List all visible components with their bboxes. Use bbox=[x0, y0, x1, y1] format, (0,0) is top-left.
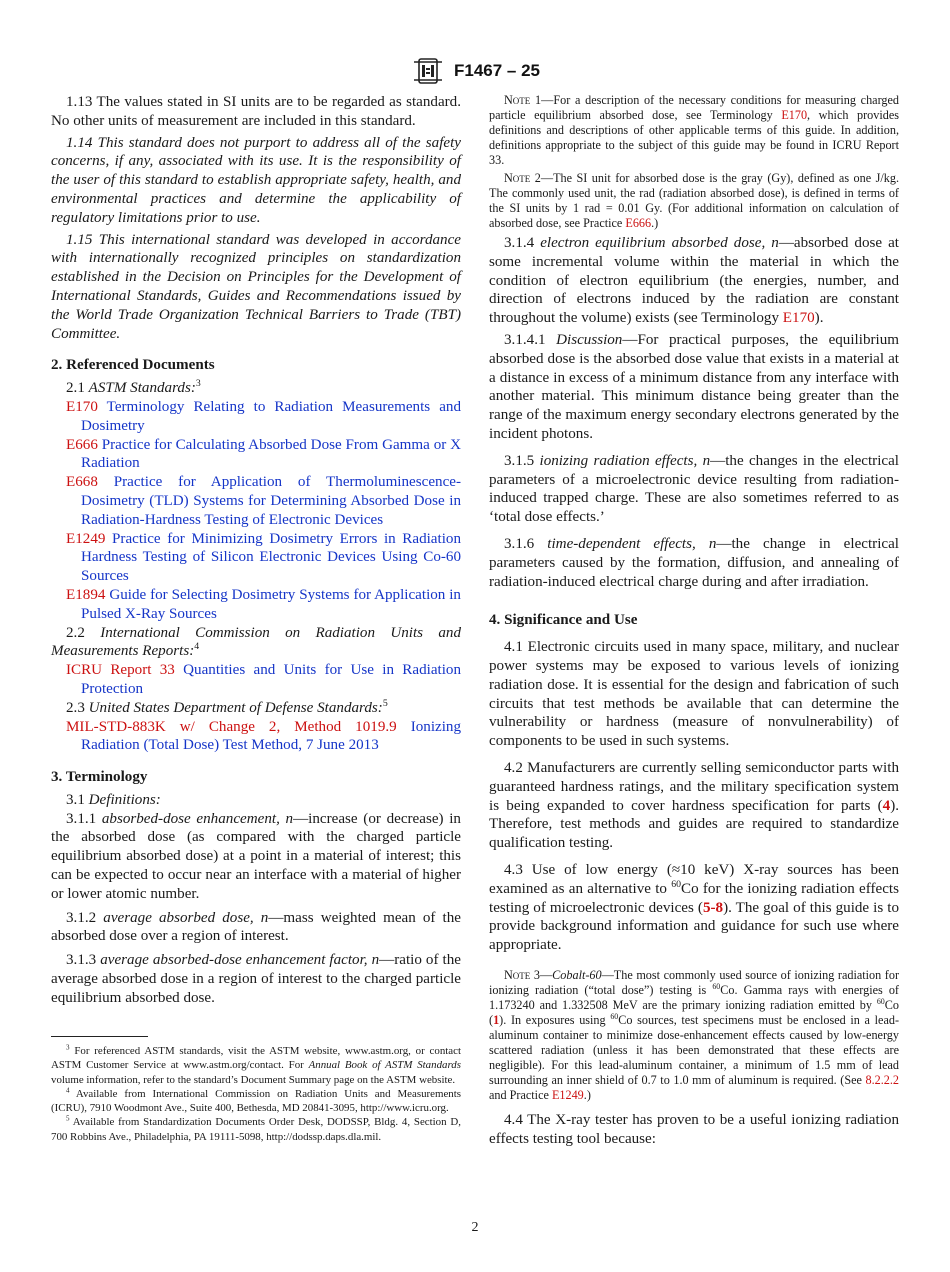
document-designation: F1467 – 25 bbox=[453, 61, 540, 80]
link-ref-1[interactable]: 1 bbox=[493, 1012, 500, 1027]
note-1: Note 1—For a description of the necessary conditions for measuring charged particle equilibrium absorbed dose, see Terminology E170, which provides definitions and descriptions of other applicable terms of this guide. In addition, definitions appropriate to the subject of this guide may be found in ICRU Report 33. bbox=[489, 93, 900, 167]
link-ref-5-8[interactable]: 5-8 bbox=[702, 899, 724, 916]
link-e170-terminology[interactable]: E170 bbox=[782, 310, 815, 327]
para-4-2: 4.2 Manufacturers are currently selling semiconductor parts with guaranteed hardness ratings, and the military specification system is being expanded to cover hardness specification for parts (4). Therefore, test methods and guides are required to standardize qualification testing. bbox=[489, 759, 899, 852]
para-1-13: 1.13 The values stated in SI units are to be regarded as standard. No other units of measurement are included in this standard. bbox=[51, 94, 461, 129]
para-4-4: 4.4 The X-ray tester has proven to be a useful ionizing radiation effects testing tool because: bbox=[489, 1111, 899, 1147]
page-number: 2 bbox=[471, 1220, 479, 1235]
para-3-1-1: 3.1.1 absorbed-dose enhancement, n—increase (or decrease) in the absorbed dose (as compared with the charged particle equilibrium absorbed dose) at a point in a material of interest; this can be expected to occur near an interface with a material of higher or lower atomic number. bbox=[51, 810, 461, 902]
para-3-1-6: 3.1.6 time-dependent effects, n—the change in electrical parameters caused by the formation, diffusion, and annealing of radiation-induced electrical charge during and after irradiation. bbox=[489, 535, 899, 590]
note-3: Note 3—Cobalt-60—The most commonly used source of ionizing radiation for ionizing radiation (“total dose”) testing is $^{60}$Co. Gamma rays with energies of 1.173240 and 1.332508 MeV are the primary ionizing radiation emitted by $^{60}$Co (1). In exposures using $^{60}$Co sources, test specimens must be enclosed in a lead-aluminum container to minimize dose-enhancement effects caused by low-energy scattered radiation (unless it has been demonstrated that these effects are negligible). For this lead-aluminum container, a minimum of 1.5 mm of lead surrounding an inner shield of 0.7 to 1.0 mm of aluminum is required. (See 8.2.2.2 and Practice E1249.) bbox=[489, 967, 900, 1102]
para-3-1-2: 3.1.2 average absorbed dose, n—mass weighted mean of the absorbed dose over a region of interest. bbox=[51, 909, 461, 945]
section-heading-2: 2. Referenced Documents bbox=[51, 357, 215, 374]
reference-e668[interactable]: E668 Practice for Application of Thermoluminescence-Dosimetry (TLD) Systems for Determining Absorbed Dose in Radiation-Hardness Testing of Electronic Devices bbox=[66, 474, 461, 528]
astm-reference-list bbox=[51, 398, 461, 624]
para-3-1: 3.1 Definitions: bbox=[66, 791, 161, 808]
reference-e1894[interactable]: E1894 Guide for Selecting Dosimetry Systems for Application in Pulsed X-Ray Sources bbox=[66, 586, 461, 622]
para-1-14: 1.14 This standard does not purport to address all of the safety concerns, if any, associated with its use. It is the responsibility of the user of this standard to establish appropriate safety, health, and environmental practices and determine the applicability of regulatory limitations prior to use. bbox=[51, 134, 461, 226]
para-3-1-4: 3.1.4 electron equilibrium absorbed dose, n—absorbed dose at some incremental volume within the material in which the condition of electron equilibrium (the energies, number, and direction of electrons induced by the radiation are constant throughout the volume) exists (see Terminology E170). bbox=[489, 235, 899, 327]
footnote-5: $^5$ Available from Standardization Documents Order Desk, DODSSP, Bldg. 4, Section D, 700 Robbins Ave., Philadelphia, PA 19111-5098, http://dodssp.daps.dla.mil. bbox=[51, 1114, 461, 1143]
footnote-divider bbox=[51, 1036, 148, 1037]
para-4-3: 4.3 Use of low energy (≈10 keV) X-ray sources has been examined as an alternative to $^{60}$Co for the ionizing radiation effects testing of microelectronic devices (5-8). The goal of this guide is to provide background information and guidance for such use where appropriate. bbox=[489, 861, 900, 954]
reference-e1249[interactable]: E1249 Practice for Minimizing Dosimetry Errors in Radiation Hardness Testing of Silicon Electronic Devices Using Co-60 Sources bbox=[66, 530, 461, 585]
reference-e666[interactable]: E666 Practice for Calculating Absorbed Dose From Gamma or X Radiation bbox=[66, 436, 461, 472]
link-e1249[interactable]: E1249 bbox=[551, 1087, 584, 1102]
para-2-3: 2.3 United States Department of Defense Standards:$^5$ bbox=[66, 697, 388, 716]
link-ref-4[interactable]: 4 bbox=[882, 797, 891, 814]
section-heading-3: 3. Terminology bbox=[51, 769, 148, 786]
page-header bbox=[0, 56, 950, 86]
link-section-8-2-2-2[interactable]: 8.2.2.2 bbox=[865, 1072, 899, 1087]
footnote-3: $^3$ For referenced ASTM standards, visit the ASTM website, www.astm.org, or contact ASTM Customer Service at www.astm.org/contact. For Annual Book of ASTM Standards volume information, refer to the standard’s Document Summary page on the ASTM website. bbox=[51, 1043, 461, 1086]
para-3-1-3: 3.1.3 average absorbed-dose enhancement factor, n—ratio of the average absorbed dose in a region of interest to the charged particle equilibrium absorbed dose. bbox=[51, 952, 461, 1006]
link-e170[interactable]: E170 bbox=[781, 108, 808, 122]
para-1-15: 1.15 This international standard was developed in accordance with internationally recognized principles on standardization established in the Decision on Principles for the Development of International Standards, Guides and Recommendations issued by the World Trade Organization Technical Barriers to Trade (TBT) Committee. bbox=[51, 231, 461, 342]
astm-logo-icon bbox=[410, 57, 446, 85]
reference-e170[interactable]: E170 Terminology Relating to Radiation Measurements and Dosimetry bbox=[66, 398, 461, 434]
para-2-1: 2.1 ASTM Standards:$^3$ bbox=[66, 378, 201, 397]
link-e666[interactable]: E666 bbox=[625, 216, 652, 230]
para-3-1-5: 3.1.5 ionizing radiation effects, n—the changes in the electrical parameters of a microelectronic device resulting from radiation-induced trapped charge. These are also sometimes referred to as ‘total dose effects.’ bbox=[489, 452, 899, 526]
footnote-4: $^4$ Available from International Commission on Radiation Units and Measurements (ICRU), 7910 Woodmont Ave., Suite 400, Bethesda, MD 20841-3095, http://www.icru.org. bbox=[51, 1086, 461, 1115]
reference-icru-33[interactable]: ICRU Report 33 Quantities and Units for Use in Radiation Protection bbox=[66, 662, 461, 697]
right-column bbox=[489, 93, 899, 1148]
section-heading-4: 4. Significance and Use bbox=[489, 612, 638, 629]
note-2: Note 2—The SI unit for absorbed dose is the gray (Gy), defined as one J/kg. The commonly used unit, the rad (radiation absorbed dose), is defined in terms of the SI units by 1 rad = 0.01 Gy. (For additional information on calculation of absorbed dose, see Practice E666.) bbox=[489, 171, 899, 230]
reference-mil-std-883k[interactable]: MIL-STD-883K w/ Change 2, Method 1019.9 Ionizing Radiation (Total Dose) Test Method, 7 June 2013 bbox=[66, 718, 462, 754]
para-4-1: 4.1 Electronic circuits used in many space, military, and nuclear power systems may be exposed to various levels of ionizing radiation dose. It is essential for the design and fabrication of such circuits that test methods be available that can determine the vulnerability or hardness (measure of nonvulnerability) of components to be used in such systems. bbox=[489, 639, 899, 750]
footnotes bbox=[51, 1044, 461, 1144]
para-3-1-4-1: 3.1.4.1 Discussion—For practical purposes, the equilibrium absorbed dose is the absorbed dose value that exists in a material at a distance in excess of a minimum distance from any interface with another material. This minimum distance being greater than the range of the maximum energy secondary electrons generated by the incident photons. bbox=[489, 331, 899, 442]
para-2-2: 2.2 International Commission on Radiation Units and Measurements Reports:$^4$ bbox=[51, 624, 461, 660]
left-column bbox=[51, 93, 461, 1008]
